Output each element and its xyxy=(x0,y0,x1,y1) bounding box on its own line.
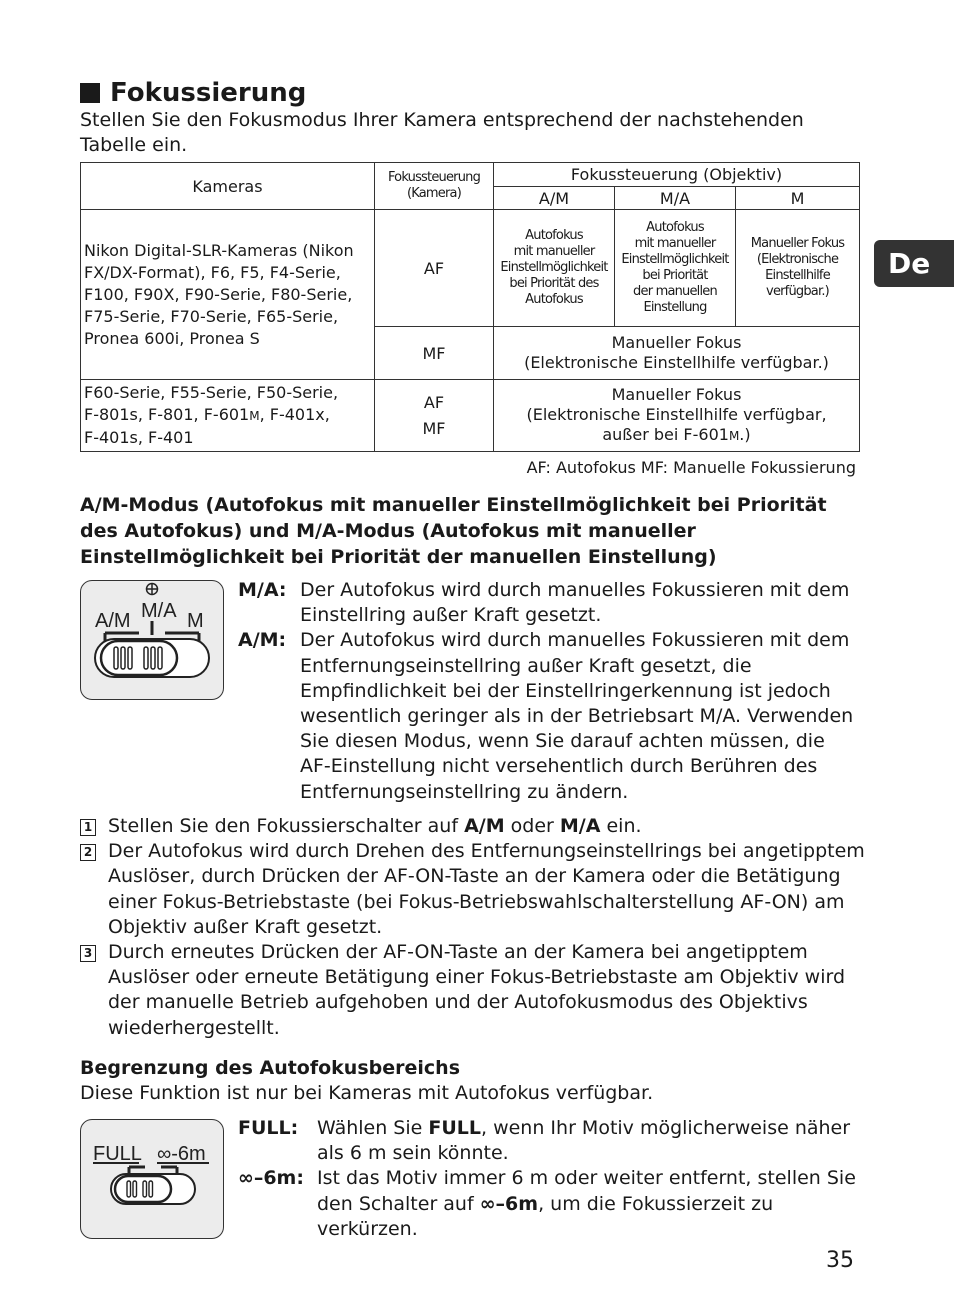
limit-note: Diese Funktion ist nur bei Kameras mit Autofokus verfügbar. xyxy=(80,1082,654,1104)
switch-label-am: A/M xyxy=(95,610,131,632)
intro-text: Stellen Sie den Fokusmodus Ihrer Kamera entsprechend der nachstehenden Tabelle ein. xyxy=(80,109,804,156)
am-ma-switch-illustration xyxy=(80,580,224,700)
focus-table xyxy=(80,162,860,452)
focus-limit-switch-illustration xyxy=(80,1119,224,1239)
language-tab: De xyxy=(874,240,954,287)
steps-list xyxy=(80,814,870,1041)
row1-mf-value: Manueller Fokus (Elektronische Einstellhilfe verfügbar.) xyxy=(494,327,860,380)
col-m: M xyxy=(736,187,860,210)
row1-cameras: Nikon Digital-SLR-Kameras (Nikon FX/DX-Format), F6, F5, F4-Serie, F100, F90X, F90-Serie, F80-Serie, F75-Serie, F70-Serie, F65-Serie, Pronea 600i, Pronea S xyxy=(81,210,375,380)
step-1: 1 Stellen Sie den Fokussierschalter auf A/M oder M/A ein. xyxy=(80,814,870,839)
row1-ma-value: Autofokus mit manueller Einstellmöglichkeit bei Priorität der manuellen Einstellung xyxy=(615,210,736,327)
limit-definitions xyxy=(238,1116,858,1242)
row1-m-value: Manueller Fokus (Elektronische Einstellhilfe verfügbar.) xyxy=(736,210,860,327)
switch-label-full: FULL xyxy=(93,1143,142,1165)
definition-ma: M/A: Der Autofokus wird durch manuelles Fokussieren mit dem Einstellring außer Kraft gesetzt. xyxy=(238,579,850,627)
row2-cameras: F60-Serie, F55-Serie, F50-Serie, F-801s, F-801, F-601M, F-401x, F-401s, F-401 xyxy=(81,380,375,452)
mode-definitions xyxy=(238,578,858,805)
definition-am: A/M: Der Autofokus wird durch manuelles Fokussieren mit dem Entfernungseinstellring außer Kraft gesetzt, die Empfindlichkeit bei der Einstellringerkennung ist jedoch wesentlich geringer als in der Betriebsart M/A. Verwenden Sie diesen Modus, wenn Sie darauf achten müssen, die AF-Einstellung nicht versehentlich durch Berühren des Entfernungseinstellring zu ändern. xyxy=(238,629,854,803)
row2-modes: AF MF xyxy=(375,380,494,452)
limit-heading: Begrenzung des Autofokusbereichs xyxy=(80,1057,460,1079)
square-bullet-icon xyxy=(80,83,100,103)
focus-switch-icon xyxy=(81,581,223,699)
switch-label-inf: ∞-6m xyxy=(157,1143,206,1165)
header-camera-control: Fokussteuerung (Kamera) xyxy=(375,163,494,210)
header-cameras: Kameras xyxy=(81,163,375,210)
section-heading: A/M-Modus (Autofokus mit manueller Einstellmöglichkeit bei Priorität des Autofokus) und M/A-Modus (Autofokus mit manueller Einstellmöglichkeit bei Priorität der manuellen Einstellung) xyxy=(80,494,827,568)
row1-am-value: Autofokus mit manueller Einstellmöglichkeit bei Priorität des Autofokus xyxy=(494,210,615,327)
row1-af: AF xyxy=(375,210,494,327)
definition-infinity-6m: ∞–6m: Ist das Motiv immer 6 m oder weiter entfernt, stellen Sie den Schalter auf ∞–6m, um die Fokussierzeit zu verkürzen. xyxy=(238,1167,856,1240)
switch-label-m: M xyxy=(187,610,204,632)
definition-full: FULL: Wählen Sie FULL, wenn Ihr Motiv möglicherweise näher als 6 m sein könnte. xyxy=(238,1117,851,1165)
step-3: 3 Durch erneutes Drücken der AF-ON-Taste an der Kamera bei angetipptem Auslöser oder erneute Betätigung einer Fokus-Betriebstaste am Objektiv wird der manuelle Betrieb aufgehoben und der Autofokusmodus des Objektivs wiederhergestellt. xyxy=(80,940,870,1041)
row1-mf: MF xyxy=(375,327,494,380)
row2-value: Manueller Fokus (Elektronische Einstellhilfe verfügbar, außer bei F-601M.) xyxy=(494,380,860,452)
page-title: Fokussierung xyxy=(80,78,306,108)
col-am: A/M xyxy=(494,187,615,210)
header-lens-control: Fokussteuerung (Objektiv) xyxy=(494,163,860,187)
step-2: 2 Der Autofokus wird durch Drehen des Entfernungseinstellrings bei angetipptem Auslöser, durch Drücken der AF-ON-Taste an der Kamera oder die Betätigung einer Fokus-Betriebstaste (bei Fokus-Betriebswahlschalterstellung AF-ON) am Objektiv außer Kraft gesetzt. xyxy=(80,839,870,940)
table-legend: AF: Autofokus MF: Manuelle Fokussierung xyxy=(526,458,856,477)
col-ma: M/A xyxy=(615,187,736,210)
page-number: 35 xyxy=(826,1248,854,1273)
switch-label-ma: M/A xyxy=(141,600,177,622)
limit-switch-icon xyxy=(81,1120,223,1238)
